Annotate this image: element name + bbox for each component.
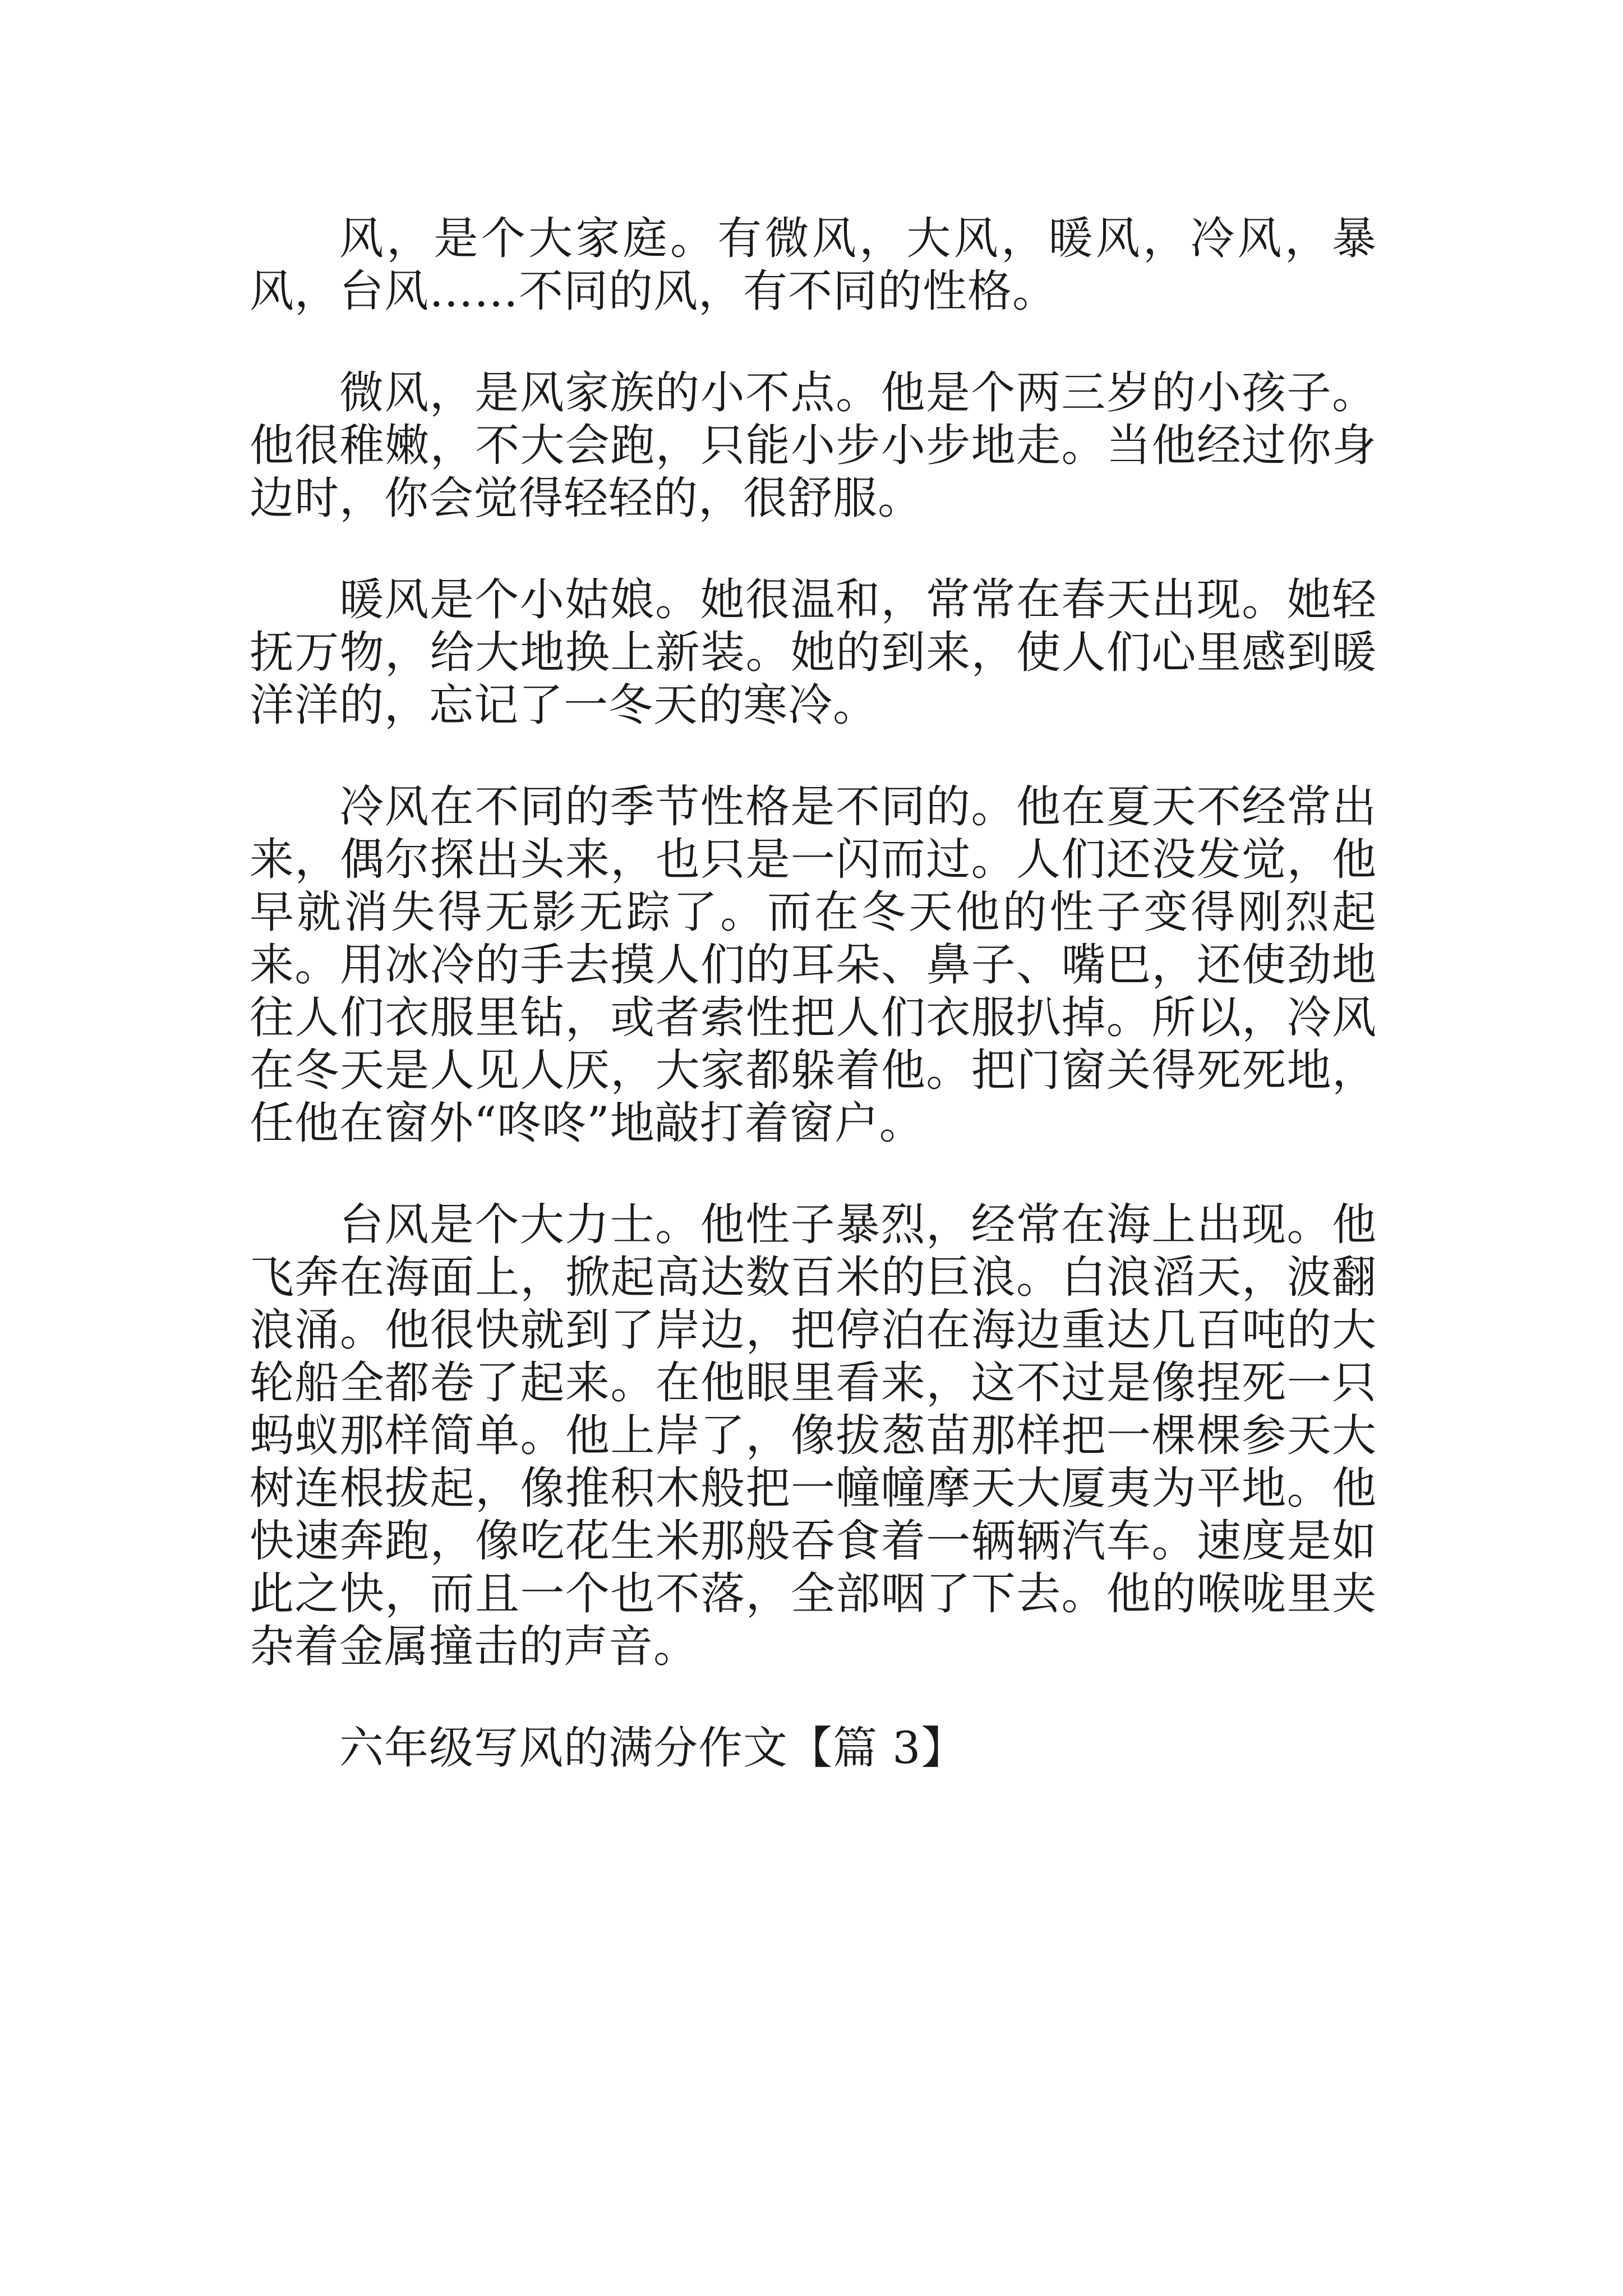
paragraph-warm-wind: 暖风是个小姑娘。她很温和，常常在春天出现。她轻抚万物，给大地换上新装。她的到来，使人们心里感到暖洋洋的，忘记了一冬天的寒冷。 xyxy=(250,574,1377,731)
paragraph-breeze: 微风，是风家族的小不点。他是个两三岁的小孩子。他很稚嫩，不大会跑，只能小步小步地走。当他经过你身边时，你会觉得轻轻的，很舒服。 xyxy=(250,367,1377,524)
paragraph-cold-wind: 冷风在不同的季节性格是不同的。他在夏天不经常出来，偶尔探出头来，也只是一闪而过。人们还没发觉，他早就消失得无影无踪了。而在冬天他的性子变得刚烈起来。用冰冷的手去摸人们的耳朵、鼻子、嘴巴，还使劲地往人们衣服里钻，或者索性把人们衣服扒掉。所以，冷风在冬天是人见人厌，大家都躲着他。把门窗关得死死地，任他在窗外“咚咚”地敲打着窗户。 xyxy=(250,781,1377,1149)
paragraph-intro: 风，是个大家庭。有微风，大风，暖风，冷风，暴风，台风……不同的风，有不同的性格。 xyxy=(250,213,1377,317)
document-body xyxy=(250,212,1377,1823)
paragraph-typhoon: 台风是个大力士。他性子暴烈，经常在海上出现。他飞奔在海面上，掀起高达数百米的巨浪。白浪滔天，波翻浪涌。他很快就到了岸边，把停泊在海边重达几百吨的大轮船全都卷了起来。在他眼里看来，这不过是像捏死一只蚂蚁那样简单。他上岸了，像拔葱苗那样把一棵棵参天大树连根拔起，像推积木般把一幢幢摩天大厦夷为平地。他快速奔跑，像吃花生米那般吞食着一辆辆汽车。速度是如此之快，而且一个也不落，全部咽了下去。他的喉咙里夹杂着金属撞击的声音。 xyxy=(250,1199,1377,1672)
section-heading: 六年级写风的满分作文【篇 3】 xyxy=(339,1722,966,1774)
